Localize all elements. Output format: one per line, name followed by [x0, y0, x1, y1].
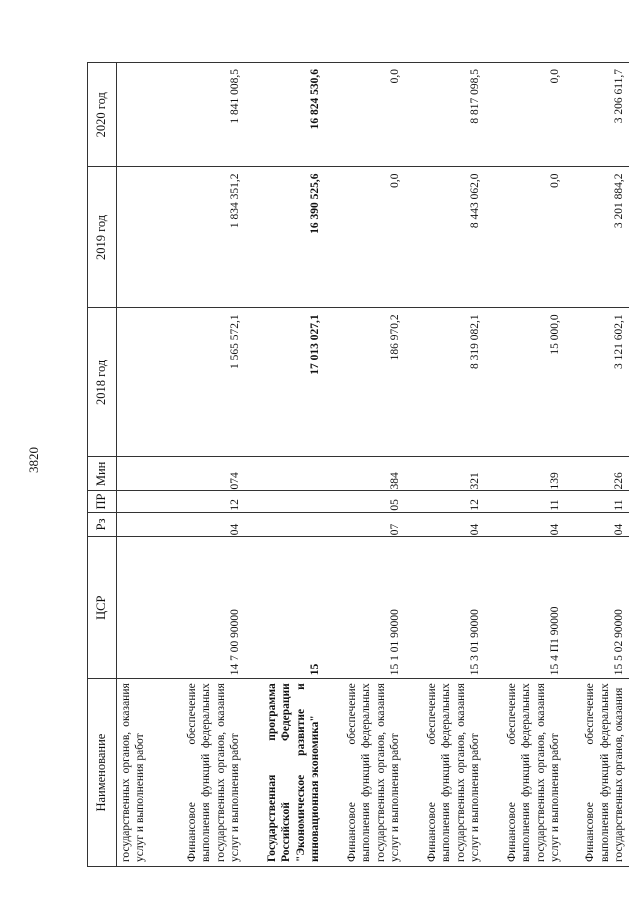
row-2020: 1 841 008,5 [163, 63, 245, 168]
row-2019: 16 390 525,6 [245, 167, 325, 308]
row-rz [117, 512, 163, 537]
row-rz: 04 [565, 512, 629, 537]
table-header-row [88, 63, 117, 867]
row-2019: 0,0 [485, 167, 565, 308]
header-min: Мин [88, 457, 117, 491]
row-rz: 04 [405, 512, 485, 537]
row-csr [117, 537, 163, 679]
row-2019 [117, 167, 163, 308]
row-pr [117, 491, 163, 512]
row-2018: 1 565 572,1 [163, 308, 245, 457]
header-2020: 2020 год [88, 63, 117, 168]
budget-table-container [87, 62, 626, 867]
table-row [163, 63, 245, 867]
row-2018: 8 319 082,1 [405, 308, 485, 457]
row-pr [245, 491, 325, 512]
row-csr: 15 5 02 90000 [565, 537, 629, 679]
row-csr: 14 7 00 90000 [163, 537, 245, 679]
table-row [405, 63, 485, 867]
row-name: Государственная программа Российской Федерации "Экономическое развитие и инновационная экономика" [245, 679, 325, 867]
row-2020: 0,0 [485, 63, 565, 168]
row-pr: 12 [405, 491, 485, 512]
row-rz [245, 512, 325, 537]
row-min [245, 457, 325, 491]
row-pr: 11 [565, 491, 629, 512]
row-min: 321 [405, 457, 485, 491]
header-pr: ПР [88, 491, 117, 512]
row-csr: 15 3 01 90000 [405, 537, 485, 679]
header-name: Наименование [88, 679, 117, 867]
page-number: 3820 [26, 447, 41, 473]
row-2018: 17 013 027,1 [245, 308, 325, 457]
table-row-program [245, 63, 325, 867]
row-2019: 1 834 351,2 [163, 167, 245, 308]
table-row [565, 63, 629, 867]
row-csr: 15 4 П1 90000 [485, 537, 565, 679]
row-min: 226 [565, 457, 629, 491]
row-2019: 3 201 884,2 [565, 167, 629, 308]
row-2020: 16 824 530,6 [245, 63, 325, 168]
header-rz: Рз [88, 512, 117, 537]
row-csr: 15 [245, 537, 325, 679]
row-2020 [117, 63, 163, 168]
row-name: государственных органов, оказания услуг и выполнения работ [117, 679, 163, 867]
row-2018: 3 121 602,1 [565, 308, 629, 457]
row-name: Финансовое обеспечение выполнения функций федеральных государственных органов, оказания услуг и выполнения работ [163, 679, 245, 867]
budget-table [87, 62, 629, 867]
row-pr: 05 [325, 491, 405, 512]
row-2019: 0,0 [325, 167, 405, 308]
row-pr: 11 [485, 491, 565, 512]
header-2019: 2019 год [88, 167, 117, 308]
row-min: 384 [325, 457, 405, 491]
row-name: Финансовое обеспечение выполнения функций федеральных государственных органов, оказания [565, 679, 629, 867]
row-2018 [117, 308, 163, 457]
row-min: 074 [163, 457, 245, 491]
header-csr: ЦСР [88, 537, 117, 679]
row-2018: 15 000,0 [485, 308, 565, 457]
table-row [325, 63, 405, 867]
table-row [117, 63, 163, 867]
row-name: Финансовое обеспечение выполнения функций федеральных государственных органов, оказания услуг и выполнения работ [485, 679, 565, 867]
table-row [485, 63, 565, 867]
row-2020: 3 206 611,7 [565, 63, 629, 168]
row-2020: 0,0 [325, 63, 405, 168]
row-2020: 8 817 098,5 [405, 63, 485, 168]
row-rz: 07 [325, 512, 405, 537]
row-min [117, 457, 163, 491]
row-rz: 04 [485, 512, 565, 537]
row-2019: 8 443 062,0 [405, 167, 485, 308]
row-csr: 15 1 01 90000 [325, 537, 405, 679]
row-2018: 186 970,2 [325, 308, 405, 457]
row-name: Финансовое обеспечение выполнения функций федеральных государственных органов, оказания услуг и выполнения работ [405, 679, 485, 867]
row-rz: 04 [163, 512, 245, 537]
row-pr: 12 [163, 491, 245, 512]
header-2018: 2018 год [88, 308, 117, 457]
row-name: Финансовое обеспечение выполнения функций федеральных государственных органов, оказания услуг и выполнения работ [325, 679, 405, 867]
row-min: 139 [485, 457, 565, 491]
